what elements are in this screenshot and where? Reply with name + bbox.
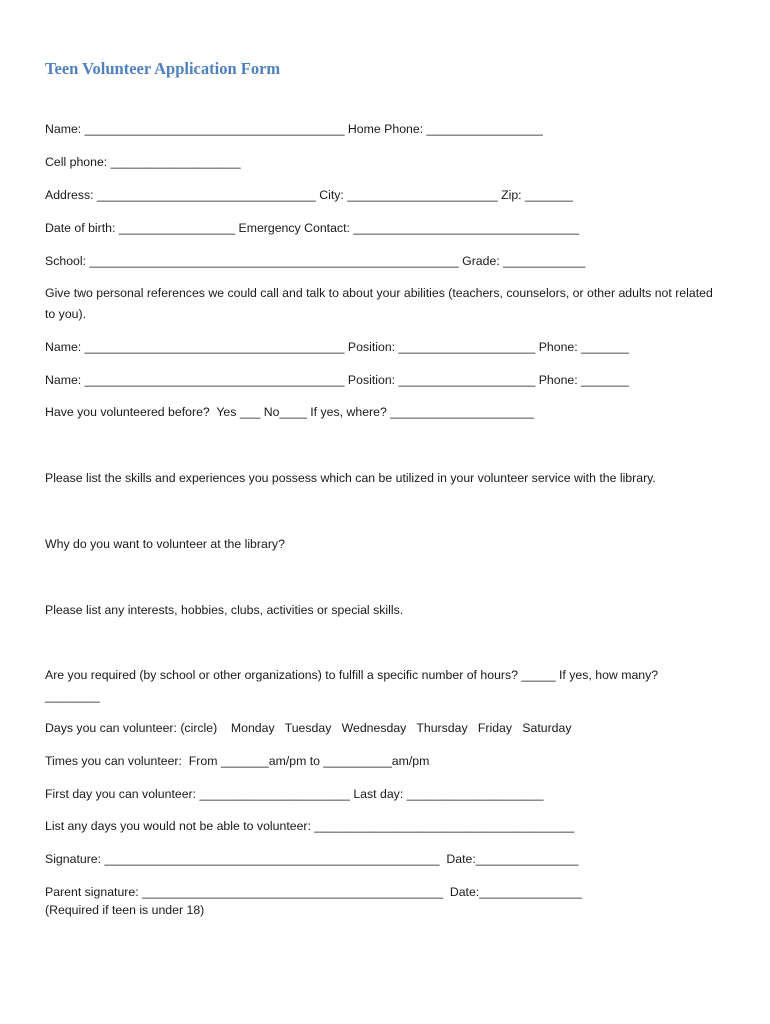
references-prompt: Give two personal references we could call and talk to about your abilities (teachers, counselors, or other adults not related to you). <box>45 286 713 321</box>
form-title: Teen Volunteer Application Form <box>45 59 281 78</box>
interests-question: Please list any interests, hobbies, clubs, activities or special skills. <box>45 603 404 617</box>
why-question: Why do you want to volunteer at the library? <box>45 537 285 551</box>
address-line: Address: ________________________________ City: ______________________ Zip: _______ <box>45 188 573 202</box>
unavailable-days-line: List any days you would not be able to volunteer: ______________________________________ <box>45 819 575 833</box>
skills-question: Please list the skills and experiences you possess which can be utilized in your volunteer service with the library. <box>45 471 656 485</box>
cell-phone-line: Cell phone: ___________________ <box>45 155 241 169</box>
school-grade-line: School: ______________________________________________________ Grade: ____________ <box>45 254 586 268</box>
reference-1-line: Name: ______________________________________ Position: ____________________ Phone: _______ <box>45 340 629 354</box>
days-line: Days you can volunteer: (circle) Monday Tuesday Wednesday Thursday Friday Saturday <box>45 721 572 735</box>
parent-signature-note: (Required if teen is under 18) <box>45 903 205 917</box>
signature-line: Signature: _________________________________________________ Date:_______________ <box>45 852 579 866</box>
reference-2-line: Name: ______________________________________ Position: ____________________ Phone: _______ <box>45 373 629 387</box>
times-line: Times you can volunteer: From _______am/pm to __________am/pm <box>45 754 430 768</box>
hours-question: Are you required (by school or other organizations) to fulfill a specific number of hours? _____ If yes, how many?________ <box>45 668 659 703</box>
name-home-phone-line: Name: ______________________________________ Home Phone: _________________ <box>45 122 543 136</box>
first-last-day-line: First day you can volunteer: ______________________ Last day: ____________________ <box>45 787 544 801</box>
parent-signature-line: Parent signature: ____________________________________________ Date:_______________ <box>45 885 582 899</box>
volunteered-before-line: Have you volunteered before? Yes ___ No____ If yes, where? _____________________ <box>45 405 534 419</box>
dob-emergency-line: Date of birth: _________________ Emergency Contact: _________________________________ <box>45 221 580 235</box>
